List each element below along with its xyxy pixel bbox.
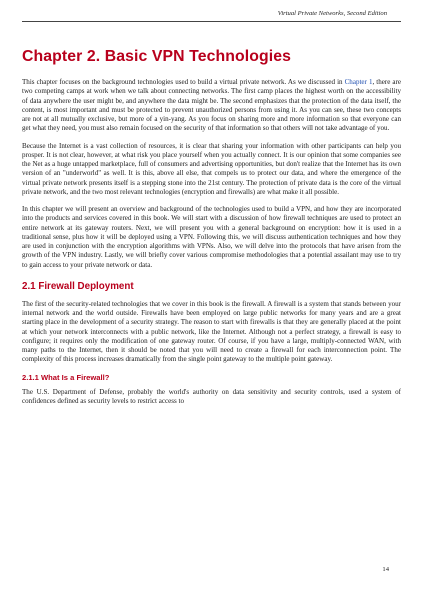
paragraph-dod: The U.S. Department of Defense, probably the world's authority on data sensitivity and security controls, used a system of confidences defined as security levels to restrict access to (22, 387, 401, 405)
paragraph-overview: In this chapter we will present an overview and background of the technologies used to build a VPN, and how they are incorporated into the products and services covered in this book. We will start with a discussion of how firewall techniques are used to protect an entire network at its gateway routers. Next, we will present you with a general background on encryption: how it is used in a traditional sense, plus how it will be deployed using a VPN. Following this, we will discuss authentication techniques and how they are used in conjunction with the encryption algorithms with VPNs. Also, we will delve into the protocols that have arisen from the growth of the VPN industry. Lastly, we will briefly cover various compromise methodologies that a potential assailant may use to try to gain access to your private network or data. (22, 205, 401, 269)
subsection-heading-what-is-firewall: 2.1.1 What Is a Firewall? (22, 372, 110, 382)
paragraph-intro-text-a: This chapter focuses on the background technologies used to build a virtual private network. As we discussed in (22, 78, 345, 86)
paragraph-internet: Because the Internet is a vast collection of resources, it is clear that sharing your information with other participants can help you prosper. It is not clear, however, at what risk you place yourself when you actually connect. It is our opinion that some companies see the Net as a huge untapped marketplace, full of consumers and advertising opportunities, but don't realize that the Internet has its own version of an "underworld" as well. It is this, above all else, that compels us to protect our data, and where the emergence of the virtual private network presents itself is a stepping stone into the 21st century. The protection of private data is the core of the virtual private network, and the two most relevant technologies (encryption and firewalls) are what make it all possible. (22, 141, 401, 196)
chapter-title: Chapter 2. Basic VPN Technologies (22, 48, 291, 65)
page-content (22, 34, 401, 414)
running-header: Virtual Private Networks, Second Edition (277, 10, 387, 17)
paragraph-intro (22, 78, 401, 134)
paragraph-firewall: The first of the security-related technologies that we cover in this book is the firewall. A firewall is a system that stands between your internal network and the world outside. Firewalls have been employed on large public networks for many years and are a great starting place in the development of a security strategy. The reason to start with firewalls is that they are generally placed at the point at which your network interconnects with a public network, like the Internet. Although not a perfect strategy, a firewall is easy to configure; it requires only the modification of one gateway router. Of course, if you have a large, multiply-connected WAN, with many paths to the Internet, then it should be noted that you will need to create a firewall for each interconnection point. The complexity of this process increases dramatically from the single point gateway to the multiple point gateway. (22, 299, 401, 364)
section-heading-firewall-deployment: 2.1 Firewall Deployment (22, 280, 134, 292)
header-rule (22, 21, 401, 22)
paragraph-intro-text-b: , there are two competing camps at work when we talk about connecting networks. The first camp places the highest worth on the accessibility of data anywhere the user might be, and anywhere the data might be. The second emphasizes that the protection of the data itself, the content, is most important and must be protected to prevent unauthorized persons from using it. As you can see, these two concepts are not at all mutually exclusive, but more of a yin-yang. As you focus on sharing more and more information so that everyone can get what they need, you must also remain focused on the security of that information so that others will not take advantage of you. (22, 78, 401, 133)
chapter-1-link[interactable]: Chapter 1 (344, 78, 373, 86)
page-number: 14 (382, 566, 389, 573)
